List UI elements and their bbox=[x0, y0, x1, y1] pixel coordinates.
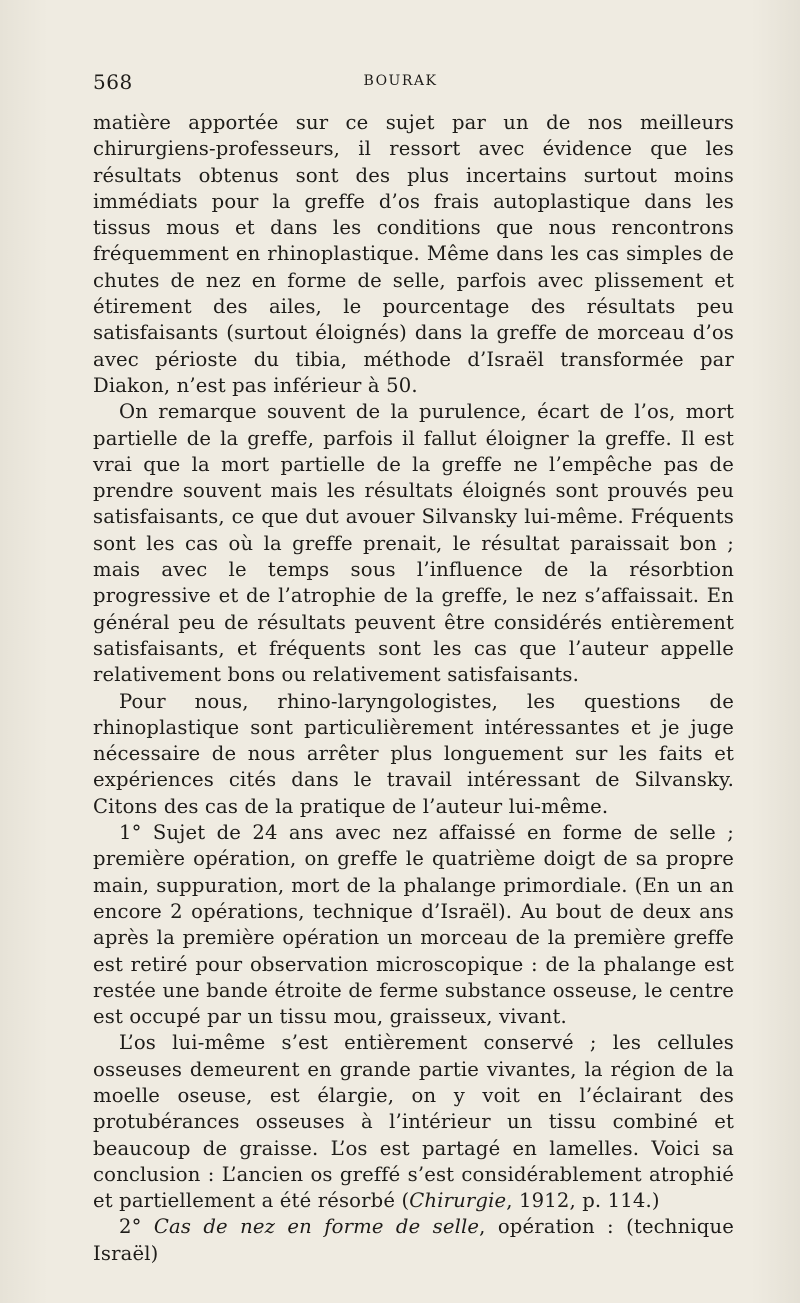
paragraph-5-text: L’os lui-même s’est entièrement conservé ; les cellules osseuses demeurent en grande partie vivantes, la région de la moelle oseuse, est élargie, on y voit en l’éclairant des protubérances osseuses à l’intérieur un tissu combiné et beaucoup de graisse. L’os est partagé en lamelles. Voici sa conclusion : L’ancien os greffé s’est considérablement atrophié et partiellement a été résorbé ( bbox=[93, 1031, 734, 1213]
paragraph-6-case-2 bbox=[93, 1214, 734, 1267]
page-header bbox=[93, 70, 708, 96]
paragraph-3: Pour nous, rhino-laryngologistes, les questions de rhinoplastique sont particulièrement intéressantes et je juge nécessaire de nous arrêter plus longuement sur les faits et expériences cités dans le travail intéressant de Silvansky. Citons des cas de la pratique de l’auteur lui-même. bbox=[93, 689, 734, 818]
case-2-text: , opération : (technique Israël) bbox=[93, 1215, 734, 1265]
body-text bbox=[93, 110, 734, 1267]
paragraph-4-case-1: 1° Sujet de 24 ans avec nez affaissé en forme de selle ; première opération, on greffe le quatrième doigt de sa propre main, suppuration, mort de la phalange primordiale. (En un an encore 2 opérations, technique d’Israël). Au bout de deux ans après la première opération un morceau de la première greffe est retiré pour observation microscopique : de la phalange est restée une bande étroite de ferme substance osseuse, le centre est occupé par un tissu mou, graisseux, vivant. bbox=[93, 821, 734, 1029]
case-2-number: 2° bbox=[119, 1215, 154, 1239]
running-head: BOURAK bbox=[363, 73, 438, 89]
paragraph-1: matière apportée sur ce sujet par un de nos meilleurs chirurgiens-professeurs, il ressort avec évidence que les résultats obtenus sont des plus incertains surtout moins immédiats pour la greffe d’os frais autoplastique dans les tissus mous et dans les conditions que nous rencontrons fréquemment en rhinoplastique. Même dans les cas simples de chutes de nez en forme de selle, parfois avec plissement et étirement des ailes, le pourcentage des résultats peu satisfaisants (surtout éloignés) dans la greffe de morceau d’os avec périoste du tibia, méthode d’Israël transformée par Diakon, n’est pas inférieur à 50. bbox=[93, 111, 734, 397]
page-number: 568 bbox=[93, 70, 133, 94]
paragraph-5-citation-tail: , 1912, p. 114.) bbox=[506, 1189, 660, 1213]
paragraph-2: On remarque souvent de la purulence, écart de l’os, mort partielle de la greffe, parfois il fallut éloigner la greffe. Il est vrai que la mort partielle de la greffe ne l’empêche pas de prendre souvent mais les résultats éloignés sont prouvés peu satisfaisants, ce que dut avouer Silvansky lui-même. Fréquents sont les cas où la greffe prenait, le résultat paraissait bon ; mais avec le temps sous l’influence de la résorbtion progressive et de l’atrophie de la greffe, le nez s’affaissait. En général peu de résultats peuvent être considérés entièrement satisfaisants, et fréquents sont les cas que l’auteur appelle relativement bons ou relativement satisfaisants. bbox=[93, 400, 734, 687]
case-2-title: Cas de nez en forme de selle bbox=[153, 1215, 480, 1239]
journal-citation: Chirurgie bbox=[409, 1189, 507, 1213]
paragraph-5 bbox=[93, 1030, 734, 1214]
